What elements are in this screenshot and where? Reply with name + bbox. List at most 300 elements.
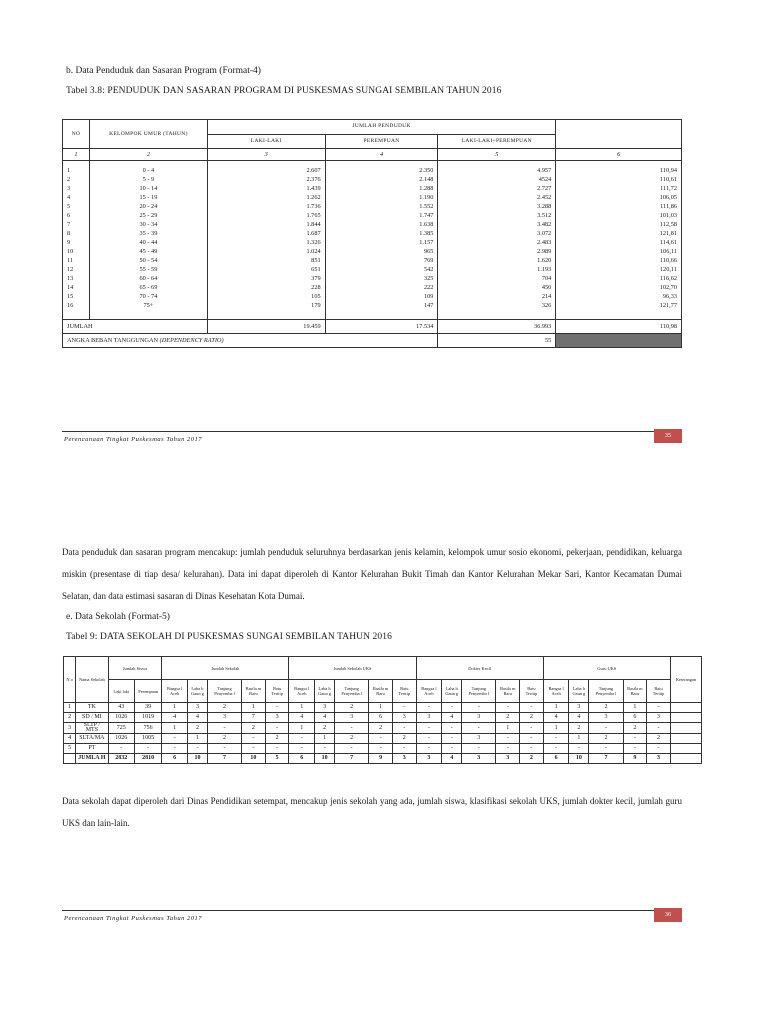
spacer-cell bbox=[89, 310, 207, 320]
cell-dk: 3 bbox=[496, 754, 520, 764]
cell-age: 25 - 29 bbox=[89, 211, 207, 220]
area-header: Bangsa l Aceh bbox=[416, 680, 442, 703]
cell-no: 6 bbox=[63, 211, 90, 220]
school-rows bbox=[64, 703, 702, 764]
cell-guru: 2 bbox=[647, 734, 671, 744]
cell-guru: - bbox=[543, 734, 569, 744]
t2-header-no: N o bbox=[64, 657, 76, 703]
table-row bbox=[63, 283, 682, 292]
cell-no: 16 bbox=[63, 301, 90, 310]
cell-dk: 3 bbox=[462, 734, 496, 744]
population-table bbox=[62, 119, 682, 348]
cell-age: 0 - 4 bbox=[89, 161, 207, 175]
cell-no: 9 bbox=[63, 238, 90, 247]
cell-js: 1 bbox=[162, 723, 188, 734]
cell-js: 2 bbox=[242, 723, 266, 734]
cell-js: - bbox=[162, 744, 188, 754]
table-row bbox=[63, 265, 682, 274]
cell-total: 3.512 bbox=[438, 211, 556, 220]
cell-js: 10 bbox=[242, 754, 266, 764]
cell-ratio: 102,70 bbox=[556, 283, 682, 292]
area-header: Tanjung Penyemba l bbox=[589, 680, 623, 703]
cell-dk: - bbox=[416, 744, 442, 754]
cell-female: 1.747 bbox=[325, 211, 438, 220]
area-header: Basila m Baru bbox=[242, 680, 266, 703]
cell-male: 379 bbox=[207, 274, 325, 283]
area-header: Tanjung Penyemba l bbox=[335, 680, 369, 703]
cell-guru: 2 bbox=[623, 723, 647, 734]
area-header: Basila m Baru bbox=[496, 680, 520, 703]
cell-total: 214 bbox=[438, 292, 556, 301]
cell-female: 2810 bbox=[134, 754, 161, 764]
cell-js: 6 bbox=[162, 754, 188, 764]
cell-dk: - bbox=[442, 734, 462, 744]
area-header: Bangsa l Aceh bbox=[162, 680, 188, 703]
cell-uks: - bbox=[289, 734, 315, 744]
cell-uks: 6 bbox=[289, 754, 315, 764]
cell-guru: 3 bbox=[569, 703, 589, 713]
cell-dk: - bbox=[496, 744, 520, 754]
cell-age: 5 - 9 bbox=[89, 175, 207, 184]
cell-female: 1019 bbox=[134, 713, 161, 723]
t2-header-uks: Jumlah Sekolah UKS bbox=[289, 657, 416, 680]
area-header: Batu Teritip bbox=[520, 680, 544, 703]
cell-keterangan bbox=[670, 703, 701, 713]
cell-female: 109 bbox=[325, 292, 438, 301]
cell-uks: 3 bbox=[392, 713, 416, 723]
table-row bbox=[63, 202, 682, 211]
cell-total: 1.620 bbox=[438, 256, 556, 265]
cell-female: 756 bbox=[134, 723, 161, 734]
table-row bbox=[63, 193, 682, 202]
cell-total: 2.989 bbox=[438, 247, 556, 256]
cell-total: 3.288 bbox=[438, 202, 556, 211]
cell-male: 1.439 bbox=[207, 184, 325, 193]
cell-guru: 9 bbox=[623, 754, 647, 764]
cell-dk: - bbox=[442, 744, 462, 754]
total-male: 19.459 bbox=[207, 319, 325, 333]
t2-header-keterangan: Keterangan bbox=[670, 657, 701, 703]
table-row bbox=[64, 703, 702, 713]
column-number: 6 bbox=[556, 149, 682, 161]
total-ratio: 110,98 bbox=[556, 319, 682, 333]
table-row bbox=[63, 184, 682, 193]
cell-no: 1 bbox=[63, 161, 90, 175]
cell-total: 4.957 bbox=[438, 161, 556, 175]
cell-male: 105 bbox=[207, 292, 325, 301]
table-row bbox=[63, 161, 682, 175]
cell-female: 965 bbox=[325, 247, 438, 256]
cell-dk: - bbox=[520, 703, 544, 713]
cell-uks: 2 bbox=[335, 734, 369, 744]
cell-uks: 2 bbox=[315, 723, 335, 734]
cell-total: 2.452 bbox=[438, 193, 556, 202]
cell-dk: - bbox=[520, 744, 544, 754]
cell-no bbox=[64, 754, 76, 764]
cell-name: JUMLA H bbox=[76, 754, 108, 764]
area-header: Tanjung Penyemba l bbox=[207, 680, 241, 703]
cell-no: 1 bbox=[64, 703, 76, 713]
cell-ratio: 106,05 bbox=[556, 193, 682, 202]
dependency-label-main: ANGKA BEBAN TANGGUNGAN bbox=[67, 336, 159, 344]
area-header: Laba h Gaun g bbox=[442, 680, 462, 703]
area-header: Batu Teritip bbox=[647, 680, 671, 703]
spacer-cell bbox=[556, 310, 682, 320]
cell-ratio: 111,86 bbox=[556, 202, 682, 211]
cell-guru: 10 bbox=[569, 754, 589, 764]
cell-js: 2 bbox=[207, 703, 241, 713]
cell-no: 4 bbox=[64, 734, 76, 744]
table-row bbox=[63, 220, 682, 229]
cell-uks: - bbox=[369, 744, 393, 754]
cell-js: - bbox=[242, 734, 266, 744]
cell-male: 725 bbox=[108, 723, 134, 734]
cell-guru: - bbox=[647, 744, 671, 754]
cell-no: 5 bbox=[64, 744, 76, 754]
table-row bbox=[63, 274, 682, 283]
table-spacer-row bbox=[63, 310, 682, 320]
page-number: 36 bbox=[654, 908, 682, 922]
cell-female: 542 bbox=[325, 265, 438, 274]
cell-dk: - bbox=[442, 723, 462, 734]
t2-header-nama: Nama Sekolah bbox=[76, 657, 108, 703]
t2-header-laki: Laki laki bbox=[108, 680, 134, 703]
area-header: Batu Teritip bbox=[392, 680, 416, 703]
footer-text: Perencanaan Tingkat Puskesmas Tahun 2017 bbox=[64, 915, 202, 922]
cell-male: 1.024 bbox=[207, 247, 325, 256]
cell-male: 1.844 bbox=[207, 220, 325, 229]
dependency-value: 55 bbox=[438, 333, 556, 347]
cell-js: 4 bbox=[187, 713, 207, 723]
cell-uks: 2 bbox=[369, 723, 393, 734]
cell-male: 179 bbox=[207, 301, 325, 310]
t2-header-sekolah: Jumlah Sekolah bbox=[162, 657, 289, 680]
cell-dk: - bbox=[416, 734, 442, 744]
table-row bbox=[64, 723, 702, 734]
cell-no: 13 bbox=[63, 274, 90, 283]
area-header: Tanjung Penyemba l bbox=[462, 680, 496, 703]
table-row bbox=[63, 229, 682, 238]
cell-age: 60 - 64 bbox=[89, 274, 207, 283]
cell-uks: - bbox=[369, 734, 393, 744]
cell-male: 43 bbox=[108, 703, 134, 713]
cell-uks: 3 bbox=[392, 754, 416, 764]
cell-age: 65 - 69 bbox=[89, 283, 207, 292]
cell-guru: 3 bbox=[647, 754, 671, 764]
table-row bbox=[63, 256, 682, 265]
cell-keterangan bbox=[670, 744, 701, 754]
cell-uks: 1 bbox=[289, 723, 315, 734]
cell-female: 1.552 bbox=[325, 202, 438, 211]
table-row bbox=[64, 713, 702, 723]
cell-no: 14 bbox=[63, 283, 90, 292]
table-row bbox=[63, 175, 682, 184]
cell-js: - bbox=[265, 723, 289, 734]
cell-dk: - bbox=[496, 703, 520, 713]
cell-no: 2 bbox=[64, 713, 76, 723]
dependency-label bbox=[63, 333, 438, 347]
cell-guru: 1 bbox=[543, 703, 569, 713]
population-rows bbox=[63, 161, 682, 320]
cell-uks: 2 bbox=[392, 734, 416, 744]
cell-no: 2 bbox=[63, 175, 90, 184]
cell-guru: 1 bbox=[543, 723, 569, 734]
cell-uks: 3 bbox=[315, 703, 335, 713]
cell-guru: – bbox=[647, 703, 671, 713]
cell-dk: 4 bbox=[442, 754, 462, 764]
page-number: 35 bbox=[654, 429, 682, 443]
cell-female: 1.288 bbox=[325, 184, 438, 193]
page-footer-36 bbox=[62, 910, 682, 923]
footer-text: Perencanaan Tingkat Puskesmas Tahun 2017 bbox=[64, 436, 202, 443]
cell-total: 2.483 bbox=[438, 238, 556, 247]
spacer-cell bbox=[438, 310, 556, 320]
cell-uks: 9 bbox=[369, 754, 393, 764]
cell-js: 3 bbox=[207, 713, 241, 723]
col-header-no: NO bbox=[63, 120, 90, 149]
table-row bbox=[63, 238, 682, 247]
cell-dk: - bbox=[462, 723, 496, 734]
spacer-cell bbox=[207, 310, 325, 320]
table-row bbox=[63, 211, 682, 220]
cell-js: 10 bbox=[187, 754, 207, 764]
cell-male: 1.687 bbox=[207, 229, 325, 238]
cell-female: 222 bbox=[325, 283, 438, 292]
area-header: Laba h Gaun g bbox=[569, 680, 589, 703]
cell-male: 2832 bbox=[108, 754, 134, 764]
cell-keterangan bbox=[670, 723, 701, 734]
cell-age: 45 - 49 bbox=[89, 247, 207, 256]
column-number: 1 bbox=[63, 149, 90, 161]
cell-dk: - bbox=[520, 734, 544, 744]
cell-dk: 2 bbox=[520, 754, 544, 764]
cell-dk: - bbox=[416, 703, 442, 713]
cell-uks: - bbox=[289, 744, 315, 754]
cell-total: 3.072 bbox=[438, 229, 556, 238]
cell-uks: - bbox=[335, 744, 369, 754]
cell-ratio: 120,11 bbox=[556, 265, 682, 274]
cell-uks: 2 bbox=[335, 703, 369, 713]
cell-name: SLTP / MTS bbox=[76, 723, 108, 734]
cell-ratio: 96,33 bbox=[556, 292, 682, 301]
cell-name: SLTA/MA bbox=[76, 734, 108, 744]
cell-js: - bbox=[265, 744, 289, 754]
cell-name: TK bbox=[76, 703, 108, 713]
cell-dk: 2 bbox=[520, 713, 544, 723]
cell-guru: - bbox=[543, 744, 569, 754]
cell-dk: - bbox=[462, 703, 496, 713]
cell-js: 3 bbox=[187, 703, 207, 713]
cell-male: 228 bbox=[207, 283, 325, 292]
cell-female: - bbox=[134, 744, 161, 754]
cell-no: 11 bbox=[63, 256, 90, 265]
cell-male: 1.765 bbox=[207, 211, 325, 220]
cell-keterangan bbox=[670, 734, 701, 744]
total-row bbox=[63, 319, 682, 333]
cell-ratio: 110,94 bbox=[556, 161, 682, 175]
cell-age: 50 - 54 bbox=[89, 256, 207, 265]
cell-uks: – bbox=[392, 703, 416, 713]
cell-guru: 2 bbox=[589, 734, 623, 744]
cell-guru: - bbox=[647, 723, 671, 734]
cell-js: - bbox=[162, 734, 188, 744]
col-header-rasio-blank bbox=[556, 120, 682, 149]
cell-guru: 7 bbox=[589, 754, 623, 764]
cell-total: 450 bbox=[438, 283, 556, 292]
cell-ratio: 110,61 bbox=[556, 175, 682, 184]
cell-total: 326 bbox=[438, 301, 556, 310]
cell-uks: 1 bbox=[289, 703, 315, 713]
cell-js: - bbox=[265, 703, 289, 713]
cell-js: - bbox=[207, 723, 241, 734]
cell-no: 3 bbox=[63, 184, 90, 193]
cell-guru: - bbox=[589, 723, 623, 734]
cell-dk: - bbox=[496, 734, 520, 744]
cell-keterangan bbox=[670, 754, 701, 764]
column-number: 2 bbox=[89, 149, 207, 161]
spacer-cell bbox=[325, 310, 438, 320]
cell-js: 7 bbox=[242, 713, 266, 723]
area-header: Basila m Baru bbox=[369, 680, 393, 703]
cell-female: 325 bbox=[325, 274, 438, 283]
area-header: Bangsa l Aceh bbox=[289, 680, 315, 703]
column-number-row bbox=[63, 149, 682, 161]
cell-female: 2.350 bbox=[325, 161, 438, 175]
cell-male: 851 bbox=[207, 256, 325, 265]
area-header: Basila m Baru bbox=[623, 680, 647, 703]
cell-dk: 4 bbox=[442, 713, 462, 723]
cell-ratio: 116,62 bbox=[556, 274, 682, 283]
cell-age: 55 - 59 bbox=[89, 265, 207, 274]
cell-age: 10 - 14 bbox=[89, 184, 207, 193]
cell-keterangan bbox=[670, 713, 701, 723]
cell-age: 40 - 44 bbox=[89, 238, 207, 247]
area-header: Batu Teritip bbox=[265, 680, 289, 703]
t2-header-siswa: Jumlah Siswa bbox=[108, 657, 162, 680]
cell-uks: - bbox=[315, 744, 335, 754]
cell-uks: 4 bbox=[315, 713, 335, 723]
cell-guru: 6 bbox=[543, 754, 569, 764]
cell-total: 2.727 bbox=[438, 184, 556, 193]
cell-male: 1.326 bbox=[207, 238, 325, 247]
cell-dk: - bbox=[416, 723, 442, 734]
cell-uks: 7 bbox=[335, 754, 369, 764]
cell-female: 1005 bbox=[134, 734, 161, 744]
cell-uks: - bbox=[392, 744, 416, 754]
cell-dk: - bbox=[442, 703, 462, 713]
cell-male: 1026 bbox=[108, 734, 134, 744]
cell-js: 1 bbox=[187, 734, 207, 744]
column-number: 3 bbox=[207, 149, 325, 161]
total-all: 36.993 bbox=[438, 319, 556, 333]
table-row bbox=[63, 292, 682, 301]
cell-male: 651 bbox=[207, 265, 325, 274]
cell-dk: 3 bbox=[462, 754, 496, 764]
cell-guru: - bbox=[589, 744, 623, 754]
section-heading-e: e. Data Sekolah (Format-5) bbox=[66, 612, 170, 622]
cell-age: 75+ bbox=[89, 301, 207, 310]
cell-guru: 3 bbox=[589, 713, 623, 723]
table-title-9: Tabel 9: DATA SEKOLAH DI PUSKESMAS SUNGAI SEMBILAN TAHUN 2016 bbox=[66, 632, 392, 642]
paragraph-penduduk: Data penduduk dan sasaran program mencakup: jumlah penduduk seluruhnya berdasarkan jenis kelamin, kelompok umur sosio ekonomi, pekerjaan, pendidikan, keluarga miskin (presentase di tiap desa/ kelurahan). Data ini dapat diperoleh di Kantor Kelurahan Bukit Timah dan Kantor Kelurahan Mekar Sari, Kantor Kecamatan Dumai Selatan, dan data estimasi sasaran di Dinas Kesehatan Kota Dumai. bbox=[62, 547, 682, 601]
spacer-cell bbox=[63, 310, 90, 320]
cell-female: 2.148 bbox=[325, 175, 438, 184]
dependency-label-italic: (DEPENDENCY RATIO) bbox=[159, 336, 224, 344]
cell-female: 1.638 bbox=[325, 220, 438, 229]
cell-guru: 4 bbox=[543, 713, 569, 723]
cell-male: 2.376 bbox=[207, 175, 325, 184]
cell-ratio: 110,66 bbox=[556, 256, 682, 265]
area-header: Laba h Gaun g bbox=[315, 680, 335, 703]
cell-js: 7 bbox=[207, 754, 241, 764]
cell-js: - bbox=[207, 744, 241, 754]
total-label: JUMLAH bbox=[63, 319, 208, 333]
total-female: 17.534 bbox=[325, 319, 438, 333]
cell-uks: - bbox=[392, 723, 416, 734]
cell-female: 769 bbox=[325, 256, 438, 265]
cell-js: 1 bbox=[162, 703, 188, 713]
col-header-kelompok: KELOMPOK UMUR (TAHUN) bbox=[89, 120, 207, 149]
table-row bbox=[64, 744, 702, 754]
cell-ratio: 121,81 bbox=[556, 229, 682, 238]
cell-no: 7 bbox=[63, 220, 90, 229]
cell-uks: 1 bbox=[369, 703, 393, 713]
cell-uks: 3 bbox=[335, 713, 369, 723]
cell-guru: - bbox=[623, 744, 647, 754]
table-row bbox=[63, 247, 682, 256]
cell-no: 15 bbox=[63, 292, 90, 301]
cell-uks: 1 bbox=[315, 734, 335, 744]
cell-female: 1.190 bbox=[325, 193, 438, 202]
dependency-gray-cell bbox=[556, 333, 682, 347]
cell-js: 2 bbox=[265, 734, 289, 744]
cell-age: 15 - 19 bbox=[89, 193, 207, 202]
cell-male: 2.607 bbox=[207, 161, 325, 175]
cell-dk: 2 bbox=[496, 713, 520, 723]
cell-js: - bbox=[242, 744, 266, 754]
cell-female: 1.385 bbox=[325, 229, 438, 238]
section-heading-b: b. Data Penduduk dan Sasaran Program (Format-4) bbox=[66, 66, 261, 76]
col-header-jumlah: JUMLAH PENDUDUK bbox=[207, 120, 555, 135]
table-row bbox=[64, 734, 702, 744]
page-footer-35 bbox=[62, 431, 682, 444]
column-number: 5 bbox=[438, 149, 556, 161]
cell-guru: 3 bbox=[647, 713, 671, 723]
cell-total: 704 bbox=[438, 274, 556, 283]
cell-age: 20 - 24 bbox=[89, 202, 207, 211]
dependency-row bbox=[63, 333, 682, 347]
cell-dk: 1 bbox=[496, 723, 520, 734]
cell-ratio: 112,58 bbox=[556, 220, 682, 229]
cell-total: 1.193 bbox=[438, 265, 556, 274]
cell-dk: - bbox=[462, 744, 496, 754]
cell-name: PT bbox=[76, 744, 108, 754]
school-table bbox=[63, 656, 702, 764]
table-row bbox=[63, 301, 682, 310]
table-title-3-8: Tabel 3.8: PENDUDUK DAN SASARAN PROGRAM DI PUSKESMAS SUNGAI SEMBILAN TAHUN 2016 bbox=[66, 86, 502, 96]
cell-uks: 6 bbox=[369, 713, 393, 723]
cell-ratio: 111,72 bbox=[556, 184, 682, 193]
t2-header-guru: Guru UKS bbox=[543, 657, 670, 680]
cell-js: 3 bbox=[265, 713, 289, 723]
total-row bbox=[64, 754, 702, 764]
cell-total: 4524 bbox=[438, 175, 556, 184]
cell-guru: 6 bbox=[623, 713, 647, 723]
t2-header-dokter: Dokter Kecil bbox=[416, 657, 543, 680]
cell-js: 1 bbox=[242, 703, 266, 713]
t2-subheader-row bbox=[64, 680, 702, 703]
cell-guru: 4 bbox=[569, 713, 589, 723]
